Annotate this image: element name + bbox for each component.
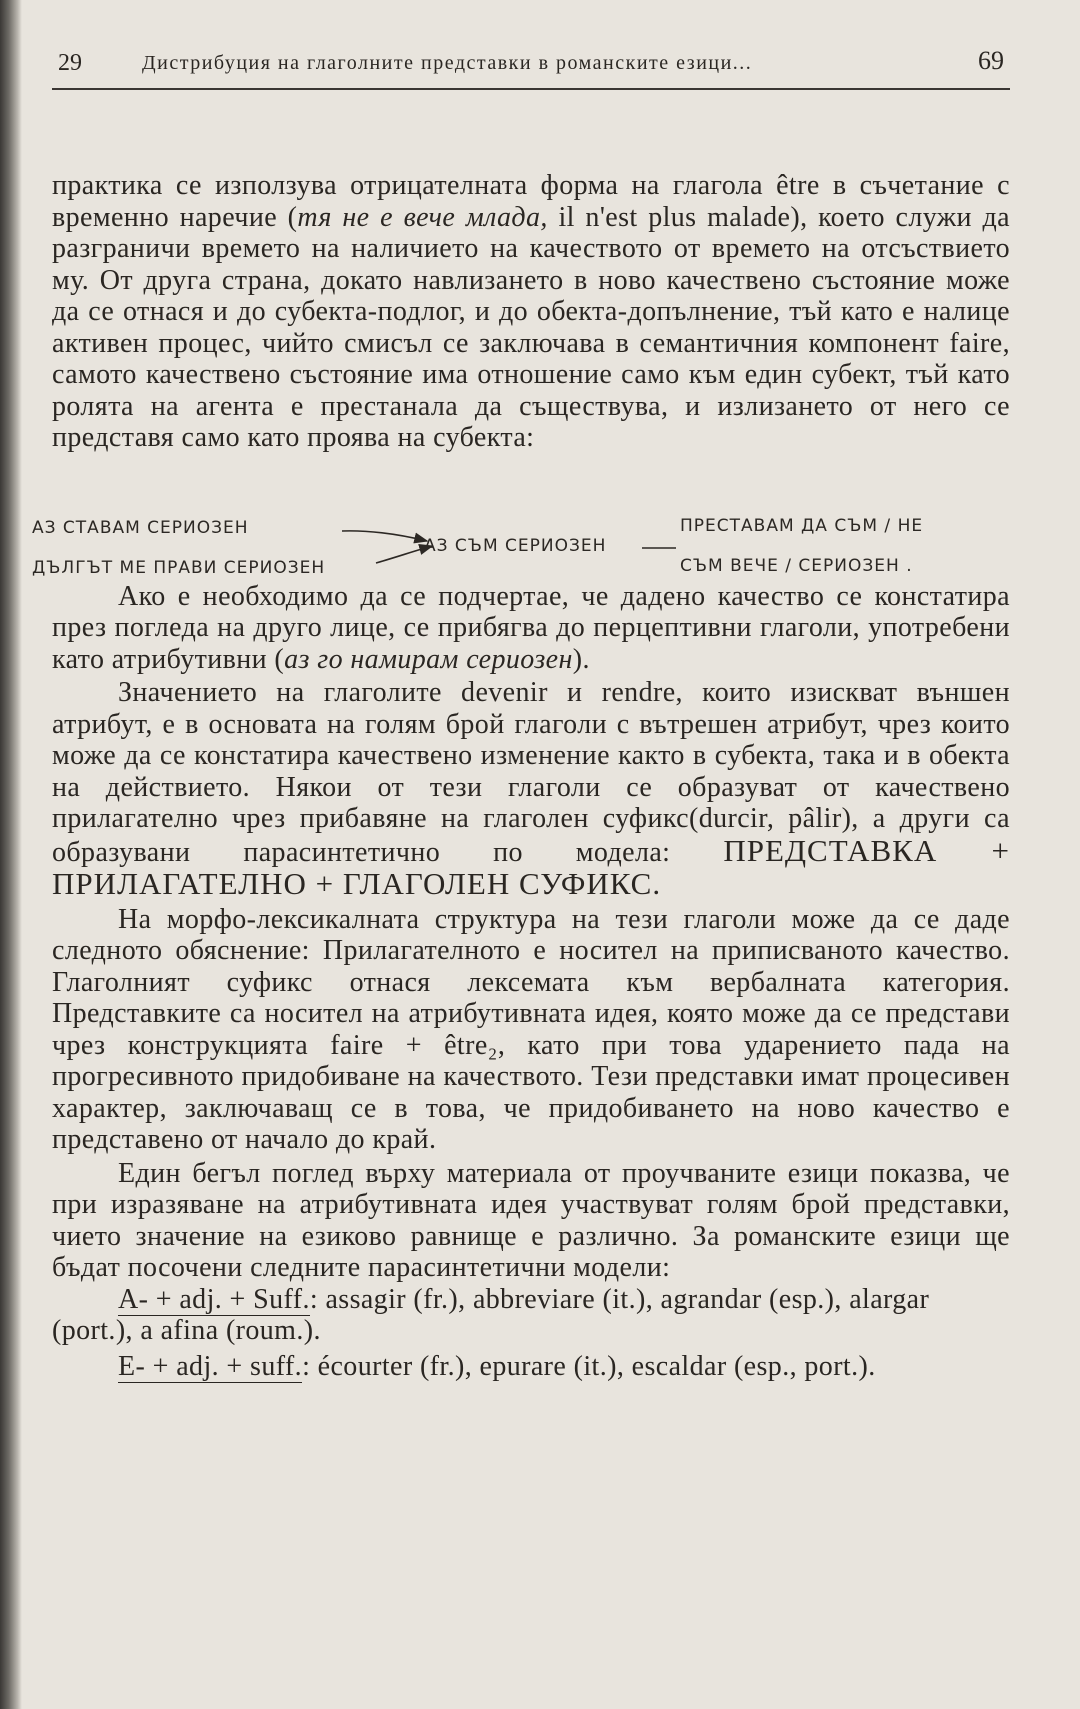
page-number-left: 29 xyxy=(58,50,82,76)
model-a-line xyxy=(52,1284,1010,1347)
paragraph-1-text-a: практика се използува отрицателната форма на глагола être в съчетание с временно наречие ( xyxy=(52,170,1010,233)
node-no-longer-serious: СЪМ ВЕЧЕ / СЕРИОЗЕН . xyxy=(680,555,913,576)
node-duty-makes-me-serious: ДЪЛГЪТ МЕ ПРАВИ СЕРИОЗЕН xyxy=(32,557,326,578)
paragraph-2-text-a: Ако е необходимо да се подчертае, че дадено качество се констатира през погледа на друго лице, се прибягва до перцептивни глаголи, употребени като атрибутивни ( xyxy=(52,580,1010,675)
paragraph-2-italic-example: аз го намирам сериозен xyxy=(284,643,573,675)
paragraph-3-text: Значението на глаголите devenir и rendre, които изискват външен атрибут, е в основата на голям брой глаголи с вътрешен атрибут, чрез които може да се констатира качествено изменение както в субекта, така и в обекта на действието. Някои от тези глаголи се образуват от качествено прилагателно чрез прибавяне на глаголен суфикс(durcir, pâlir), а други са образувани парасинтетично по модела: xyxy=(52,677,1010,868)
paragraph-4: На морфо-лексикалната структура на тези глаголи може да се даде следното обяснение: Прилагателното е носител на приписваното качество. Глаголният суфикс отнася лексемата към вербалната категория. Представките са носител на атрибутивната идея, която може да се представи чрез конструкцията faire + être₂, като при това ударението пада на прогресивното придобиване на качеството. Тези представки имат процесивен характер, заключаващ се в това, че придобиването на ново качество е представено от начало до край. xyxy=(52,903,1010,1155)
model-e-examples: : écourter (fr.), epurare (it.), escaldar (esp., port.). xyxy=(302,1350,876,1382)
running-head xyxy=(52,38,1010,90)
book-page xyxy=(32,38,1010,1382)
node-i-am-serious: АЗ СЪМ СЕРИОЗЕН xyxy=(424,535,607,556)
page-number-right: 69 xyxy=(978,46,1004,75)
node-cease-to-be: ПРЕСТАВАМ ДА СЪМ / НЕ xyxy=(680,515,924,536)
model-a-examples: : assagir (fr.), abbreviare (it.), agrandar (esp.), alargar (port.), a afina (roum.). xyxy=(52,1283,930,1346)
paragraph-5: Един бегъл поглед върху материала от проучваните езици показва, че при изразяване на атрибутивната идея участвуват голям брой представки, чието значение на езиково равнище е различно. За романските езици ще бъдат посочени следните парасинтетични модели: xyxy=(52,1157,1010,1283)
paragraph-1-italic-example: тя не е вече млада, xyxy=(297,201,548,233)
paragraph-3-model-formula: ПРЕДСТАВКА + ПРИЛАГАТЕЛНО + ГЛАГОЛЕН СУФИКС. xyxy=(52,832,1010,901)
paragraph-1 xyxy=(52,170,1010,454)
paragraph-3 xyxy=(52,677,1010,902)
arrow-from-become xyxy=(342,530,427,540)
paragraph-2-text-b: ). xyxy=(572,643,590,675)
paragraph-2 xyxy=(52,581,1010,676)
model-e-line xyxy=(52,1351,1010,1383)
node-i-become-serious: АЗ СТАВАМ СЕРИОЗЕН xyxy=(32,517,249,538)
model-a-formula: А- + adj. + Suff. xyxy=(118,1283,310,1315)
state-transition-diagram xyxy=(32,456,1010,581)
running-title: Дистрибуция на глаголните представки в романските езици... xyxy=(142,52,753,74)
paragraph-1-text-b: il n'est plus malade), което служи да разграничи времето на наличието на качеството от времето на отсъствието му. От друга страна, докато навлизането в ново качествено състояние може да се отнася и до субекта-подлог, и до обекта-допълнение, тъй като е налице активен процес, чийто смисъл се заключава в семантичния компонент faire, самото качествено състояние има отношение само към един субект, тъй като ролята на агента е престанала да съществува, и излизането от него се представя само като проява на субекта: xyxy=(52,201,1010,453)
model-e-formula: Е- + adj. + suff. xyxy=(118,1350,303,1382)
book-binding-shadow xyxy=(0,0,22,1709)
